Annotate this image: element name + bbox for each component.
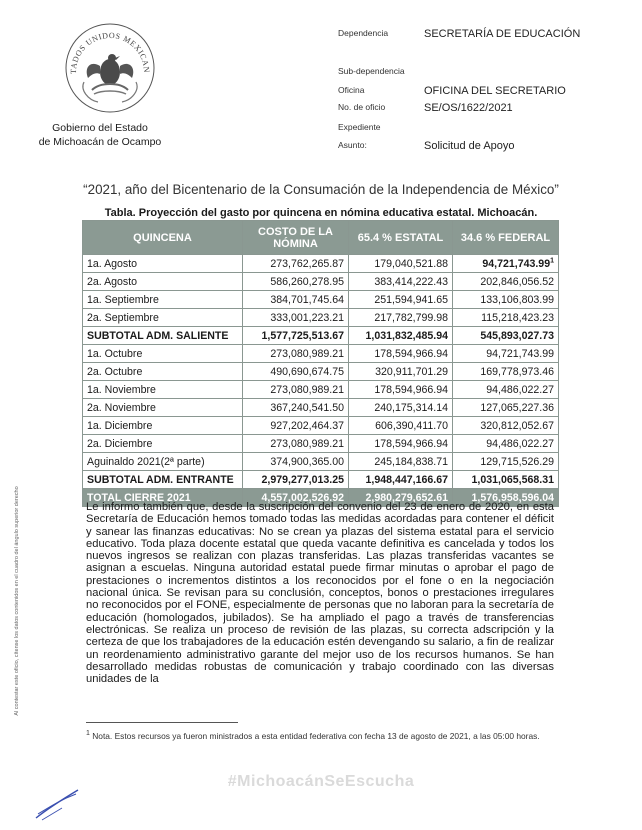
hashtag-slogan: #MichoacánSeEscucha [227,773,415,790]
cell-quincena: TOTAL CIERRE 2021 [83,489,243,507]
meta-label: Sub-dependencia [338,66,405,76]
cell-quincena: 2a. Octubre [83,363,243,381]
cell-estatal: 178,594,966.94 [349,435,453,453]
government-name-line1: Gobierno del Estado [52,122,148,134]
cell-costo: 384,701,745.64 [243,291,349,309]
table-row [83,381,559,399]
cell-estatal: 320,911,701.29 [349,363,453,381]
meta-label: Expediente [338,122,381,132]
side-note [7,444,19,764]
cell-costo: 4,557,002,526.92 [243,489,349,507]
subtotal-row-saliente [83,327,559,345]
cell-estatal: 245,184,838.71 [349,453,453,471]
cell-costo: 273,080,989.21 [243,381,349,399]
cell-quincena: Aguinaldo 2021(2ª parte) [83,453,243,471]
meta-value: Solicitud de Apoyo [424,140,515,152]
coat-of-arms-seal [62,20,158,116]
cell-costo: 927,202,464.37 [243,417,349,435]
cell-estatal: 383,414,222.43 [349,273,453,291]
footnote [86,730,556,743]
table-row [83,291,559,309]
meta-value: SECRETARÍA DE EDUCACIÓN [424,28,581,40]
footnote-text: Nota. Estos recursos ya fueron ministrados a esta entidad federativa con fecha 13 de agosto de 2021, a las 05:00 horas. [89,731,540,741]
table-row [83,363,559,381]
cell-costo: 367,240,541.50 [243,399,349,417]
table-caption: Tabla. Proyección del gasto por quincena en nómina educativa estatal. Michoacán. [104,207,538,219]
table-row [83,273,559,291]
table-row [83,435,559,453]
table-row [83,309,559,327]
cell-federal [453,255,559,273]
cell-federal: 545,893,027.73 [453,327,559,345]
cell-costo: 490,690,674.75 [243,363,349,381]
cell-costo: 333,001,223.21 [243,309,349,327]
cell-quincena: 2a. Noviembre [83,399,243,417]
cell-costo: 374,900,365.00 [243,453,349,471]
cell-estatal: 606,390,411.70 [349,417,453,435]
meta-value: SE/OS/1622/2021 [424,102,513,114]
cell-estatal: 178,594,966.94 [349,345,453,363]
cell-costo: 273,080,989.21 [243,345,349,363]
cell-estatal: 1,948,447,166.67 [349,471,453,489]
cell-quincena: 1a. Septiembre [83,291,243,309]
footnote-marker: 1 [86,730,90,738]
cell-federal: 133,106,803.99 [453,291,559,309]
meta-label: No. de oficio [338,102,386,112]
payroll-projection-table [82,220,559,507]
table-row [83,399,559,417]
meta-label: Asunto: [338,140,367,150]
cell-estatal: 2,980,279,652.61 [349,489,453,507]
cell-federal: 320,812,052.67 [453,417,559,435]
cell-costo: 2,979,277,013.25 [243,471,349,489]
cell-federal: 1,031,065,568.31 [453,471,559,489]
cell-estatal: 240,175,314.14 [349,399,453,417]
signature-mark [32,784,84,824]
footnote-ref: 1 [550,256,554,264]
meta-label: Dependencia [338,28,389,38]
header-costo: COSTO DE LA NÓMINA [243,221,349,255]
cell-quincena: SUBTOTAL ADM. ENTRANTE [83,471,243,489]
cell-costo: 273,762,265.87 [243,255,349,273]
cell-costo: 273,080,989.21 [243,435,349,453]
cell-quincena: 1a. Octubre [83,345,243,363]
cell-estatal: 1,031,832,485.94 [349,327,453,345]
cell-quincena: 1a. Diciembre [83,417,243,435]
cell-federal: 94,721,743.99 [453,345,559,363]
cell-federal: 127,065,227.36 [453,399,559,417]
table-row [83,417,559,435]
cell-quincena: SUBTOTAL ADM. SALIENTE [83,327,243,345]
cell-federal: 202,846,056.52 [453,273,559,291]
cell-quincena: 2a. Diciembre [83,435,243,453]
cell-quincena: 2a. Septiembre [83,309,243,327]
header-quincena: QUINCENA [83,221,243,255]
table-header-row [83,221,559,255]
seal-text: TADOS UNIDOS MEXICAN [68,30,152,75]
cell-federal: 94,486,022.27 [453,435,559,453]
header-estatal: 65.4 % ESTATAL [349,221,453,255]
meta-label: Oficina [338,85,365,95]
cell-estatal: 178,594,966.94 [349,381,453,399]
cell-estatal: 179,040,521.88 [349,255,453,273]
cell-costo: 586,260,278.95 [243,273,349,291]
cell-quincena: 1a. Noviembre [83,381,243,399]
cell-federal: 169,778,973.46 [453,363,559,381]
body-paragraph: Le informo también que, desde la suscripción del convenio del 23 de enero de 2020, en esta Secretaría de Educación hemos tomado todas las medidas acordadas para contener el déficit y sanear las finanzas educativas: No se crean ya plazas del sistema estatal para el servicio educativo. Toda plaza docente estatal que queda vacante definitiva es cancelada y todos los nuevos ingresos se realizan con plazas transferidas. Las plazas transferidas vacantes se asignan a escuelas. Ninguna autoridad estatal puede firmar minutas o aprobar el pago de prestaciones o incrementos distintos a los reconocidos por el fone o en la negociación nacional única. Se revisan para su conclusión, conceptos, bonos o prestaciones irregulares no reconocidos por el FONE, especialmente de personas que no laboran para la secretaría de educación (homologados, jubilados). Se ha ampliado el pago a través de transferencias electrónicas. Se realiza un proceso de revisión de las plazas, su correcta adscripción y la certeza de que los trabajadores de la educación estén devengando su salario, a fin de realizar un reordenamiento administrativo garante del mejor uso de los recursos humanos. Se han desarrollado medidas robustas de comunicación y trabajo coordinado con las diversas unidades de la [86,501,554,686]
table-row [83,453,559,471]
footnote-divider [86,722,238,723]
header-federal: 34.6 % FEDERAL [453,221,559,255]
side-note-text: Al contestar este oficio, cítense los datos contenidos en el cuadro del ángulo superior derecho [14,486,20,716]
year-motto: “2021, año del Bicentenario de la Consumación de la Independencia de México” [83,182,559,197]
table-row [83,345,559,363]
table-row [83,255,559,273]
cell-federal: 1,576,958,596.04 [453,489,559,507]
cell-federal-value: 94,721,743.99 [482,257,551,270]
cell-quincena: 1a. Agosto [83,255,243,273]
government-name-line2: de Michoacán de Ocampo [38,136,162,148]
government-name [20,121,180,149]
cell-costo: 1,577,725,513.67 [243,327,349,345]
cell-federal: 115,218,423.23 [453,309,559,327]
subtotal-row-entrante [83,471,559,489]
cell-estatal: 217,782,799.98 [349,309,453,327]
cell-quincena: 2a. Agosto [83,273,243,291]
meta-value: OFICINA DEL SECRETARIO [424,85,566,97]
cell-federal: 129,715,526.29 [453,453,559,471]
cell-federal: 94,486,022.27 [453,381,559,399]
cell-estatal: 251,594,941.65 [349,291,453,309]
